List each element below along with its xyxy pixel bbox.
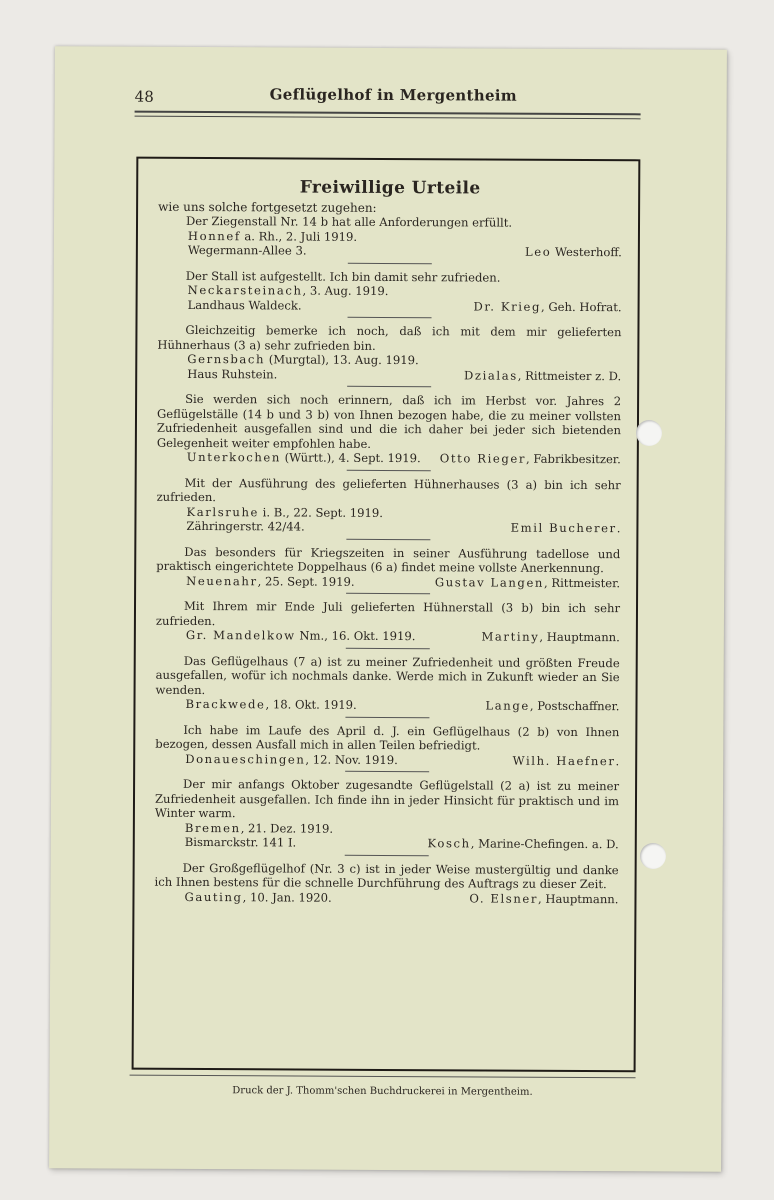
testimonial-entry: [156, 544, 620, 590]
signatory-name: Gustav Langen: [434, 574, 545, 590]
testimonial-date: i. B., 22. Sept. 1919.: [258, 504, 383, 520]
signatory-title: Westerhoff.: [551, 244, 622, 260]
testimonial-origin: [157, 450, 621, 467]
testimonials-box: [132, 157, 641, 1073]
testimonial-address: Zähringerstr. 42/44.: [186, 518, 305, 534]
testimonial-text: Der mir anfangs Oktober zugesandte Geflügelstall (2 a) ist zu meiner Zufriedenheit ausgefallen. Ich finde ihn in jeder Hinsicht für praktisch und im Winter warm.: [154, 776, 620, 821]
testimonial-place: Gernsbach: [187, 351, 266, 367]
signatory-title: , Hauptmann.: [537, 891, 619, 906]
signatory-title: .: [616, 521, 621, 536]
testimonial-address-line: [155, 835, 619, 852]
testimonial-date: a. Rh., 2. Juli 1919.: [240, 228, 358, 244]
testimonial-place: Bremen: [184, 820, 241, 835]
testimonial-place-date: [184, 889, 331, 904]
testimonial-signature: [485, 699, 619, 714]
testimonial-place-date: [186, 628, 416, 644]
testimonial-text: Das Geflügelhaus (7 a) ist zu meiner Zufriedenheit und größten Freude ausgefallen, wofür ich nochmals danke. Werde mich in Zukunft wieder an Sie wenden.: [155, 653, 620, 697]
footer-rule: [130, 1075, 636, 1079]
entry-separator: [346, 593, 430, 594]
testimonial-place: Neckarsteinach: [187, 282, 303, 298]
signatory-name: Emil Bucherer: [510, 520, 617, 536]
signatory-title: , Fabrikbesitzer.: [525, 451, 621, 467]
signatory-title: , Geh. Hofrat.: [541, 299, 622, 314]
signatory-title: .: [615, 753, 620, 768]
testimonial-place: Brackwede: [185, 696, 266, 712]
testimonial-entry: [156, 475, 620, 535]
testimonial-place-date: [188, 228, 357, 243]
testimonial-place: Gr. Mandelkow: [185, 627, 296, 643]
signatory-title: , Rittmeister z. D.: [517, 368, 622, 383]
testimonial-date: Nm., 16. Okt. 1919.: [295, 628, 416, 644]
testimonial-signature: [440, 451, 621, 466]
testimonial-place: Unterkochen: [186, 449, 282, 465]
testimonial-signature: [481, 629, 619, 644]
testimonial-signature: [525, 245, 622, 260]
testimonial-entry: [155, 777, 619, 852]
signatory-name: O. Elsner: [469, 890, 539, 906]
signatory-title: , Postschaffner.: [529, 698, 620, 714]
testimonial-text: Ich habe im Laufe des April d. J. ein Geflügelhaus (2 b) von Ihnen bezogen, dessen Ausfall mich in allen Teilen befriedigt.: [155, 722, 620, 753]
testimonial-address-line: [158, 243, 622, 260]
testimonial-entry: [154, 860, 618, 906]
testimonial-place: Neuenahr: [186, 573, 258, 588]
signatory-name: Leo: [524, 244, 552, 259]
testimonial-text: Das besonders für Kriegszeiten in seiner Ausführung tadellose und praktisch eingerichtete Doppelhaus (6 a) findet meine vollste Anerkennung.: [156, 544, 621, 576]
testimonial-list: [154, 214, 622, 906]
testimonial-text: Mit der Ausführung des gelieferten Hühnerhauses (3 a) bin ich sehr zufrieden.: [156, 475, 621, 505]
signatory-title: , Hauptmann.: [539, 629, 620, 645]
entry-separator: [346, 647, 430, 648]
testimonial-signature: [427, 836, 618, 852]
punch-hole-lower: [640, 843, 666, 869]
signatory-name: Wilh. Haefner: [512, 753, 616, 768]
testimonial-date: (Murgtal), 13. Aug. 1919.: [265, 352, 419, 368]
testimonial-address-line: [158, 297, 622, 314]
testimonial-date: , 10. Jan. 1920.: [242, 889, 332, 905]
testimonial-date: , 12. Nov. 1919.: [305, 752, 398, 767]
punch-hole-upper: [636, 420, 662, 446]
testimonial-date: , 18. Okt. 1919.: [265, 697, 357, 712]
entry-separator: [348, 317, 432, 318]
testimonial-origin: [155, 697, 619, 714]
testimonial-text: Gleichzeitig bemerke ich noch, daß ich mit dem mir gelieferten Hühnerhaus (3 a) sehr zufrieden bin.: [157, 322, 622, 353]
page-number: 48: [134, 87, 154, 106]
testimonial-origin: [156, 628, 620, 645]
testimonial-address: Landhaus Waldeck.: [187, 297, 302, 313]
signatory-title: , Marine-Chefingen. a. D.: [470, 836, 619, 852]
testimonial-date: , 21. Dez. 1919.: [240, 820, 334, 836]
testimonial-origin: [156, 573, 620, 590]
entry-separator: [345, 716, 429, 717]
signatory-name: Kosch: [427, 836, 471, 851]
signatory-title: , Rittmeister.: [543, 575, 621, 590]
testimonial-entry: [158, 268, 622, 314]
testimonial-signature: [464, 368, 621, 383]
testimonial-signature: [513, 753, 620, 768]
running-title: Geflügelhof in Mergentheim: [269, 85, 518, 105]
entry-separator: [345, 854, 429, 855]
testimonial-signature: [511, 521, 621, 536]
testimonial-entry: [157, 323, 621, 383]
testimonial-address: Bismarckstr. 141 I.: [184, 834, 297, 850]
signatory-name: Lange: [485, 698, 530, 713]
testimonial-entry: [155, 722, 619, 768]
signatory-name: Martiny: [481, 629, 540, 644]
signatory-name: Dzialas: [463, 367, 518, 383]
box-title: Freiwillige Urteile: [299, 177, 481, 199]
testimonial-address-line: [156, 519, 620, 536]
testimonial-place-date: [186, 573, 355, 588]
entry-separator: [348, 262, 432, 263]
header-rule: [135, 111, 641, 116]
testimonial-text: Der Ziegenstall Nr. 14 b hat alle Anforderungen erfüllt.: [185, 213, 513, 230]
testimonial-origin: [155, 751, 619, 768]
testimonial-origin: [154, 889, 618, 906]
signatory-name: Dr. Krieg: [473, 298, 542, 314]
entry-separator: [347, 386, 431, 387]
testimonial-address: Haus Ruhstein.: [187, 366, 278, 381]
testimonial-place: Donaueschingen: [185, 751, 306, 767]
testimonial-place-date: [185, 820, 333, 835]
printer-imprint: Druck der J. Thomm'schen Buchdruckerei in Mergentheim.: [232, 1085, 533, 1098]
testimonial-address-line: [157, 366, 621, 383]
testimonial-date: (Württ.), 4. Sept. 1919.: [280, 450, 421, 466]
box-intro: wie uns solche fortgesetzt zugehen:: [158, 199, 377, 215]
testimonial-place: Gauting: [184, 889, 243, 904]
entry-separator: [347, 469, 431, 470]
testimonial-date: , 25. Sept. 1919.: [257, 573, 355, 589]
testimonial-signature: [474, 299, 622, 314]
testimonial-date: , 3. Aug. 1919.: [302, 283, 389, 298]
header-rule-thin: [135, 116, 641, 120]
testimonial-text: Sie werden sich noch erinnern, daß ich im Herbst vor. Jahres 2 Geflügelställe (14 b und 3 b) von Ihnen bezogen habe, die zu meiner vollsten Zufriedenheit ausgefallen sind und die ich daher bei jeder sich bietenden Gelegenheit weiter empfohlen habe.: [156, 391, 622, 451]
testimonial-signature: [469, 891, 618, 906]
testimonial-place-date: [188, 283, 389, 299]
testimonial-place-date: [185, 751, 398, 767]
testimonial-address: Wegermann-Allee 3.: [187, 242, 307, 258]
testimonial-text: Mit Ihrem mir Ende Juli gelieferten Hühnerstall (3 b) bin ich sehr zufrieden.: [155, 598, 621, 628]
testimonial-place-date: [187, 450, 421, 466]
testimonial-place: Honnef: [187, 228, 241, 243]
booklet-page: [49, 46, 727, 1172]
testimonial-place-date: [185, 697, 356, 712]
testimonial-entry: [156, 599, 620, 645]
entry-separator: [346, 538, 430, 539]
testimonial-place-date: [187, 352, 418, 368]
signatory-name: Otto Rieger: [439, 451, 527, 466]
testimonial-entry: [155, 653, 619, 713]
entry-separator: [345, 771, 429, 772]
testimonial-text: Der Großgeflügelhof (Nr. 3 c) ist in jeder Weise mustergültig und danke ich Ihnen bestens für die schnelle Durchführung des Auftrags zu dieser Zeit.: [154, 860, 619, 892]
testimonial-signature: [435, 575, 620, 590]
testimonial-place: Karlsruhe: [186, 504, 260, 519]
testimonial-place-date: [186, 504, 383, 520]
testimonial-entry: [157, 392, 621, 467]
testimonial-entry: [158, 214, 622, 260]
testimonial-text: Der Stall ist aufgestellt. Ich bin damit sehr zufrieden.: [185, 268, 501, 285]
